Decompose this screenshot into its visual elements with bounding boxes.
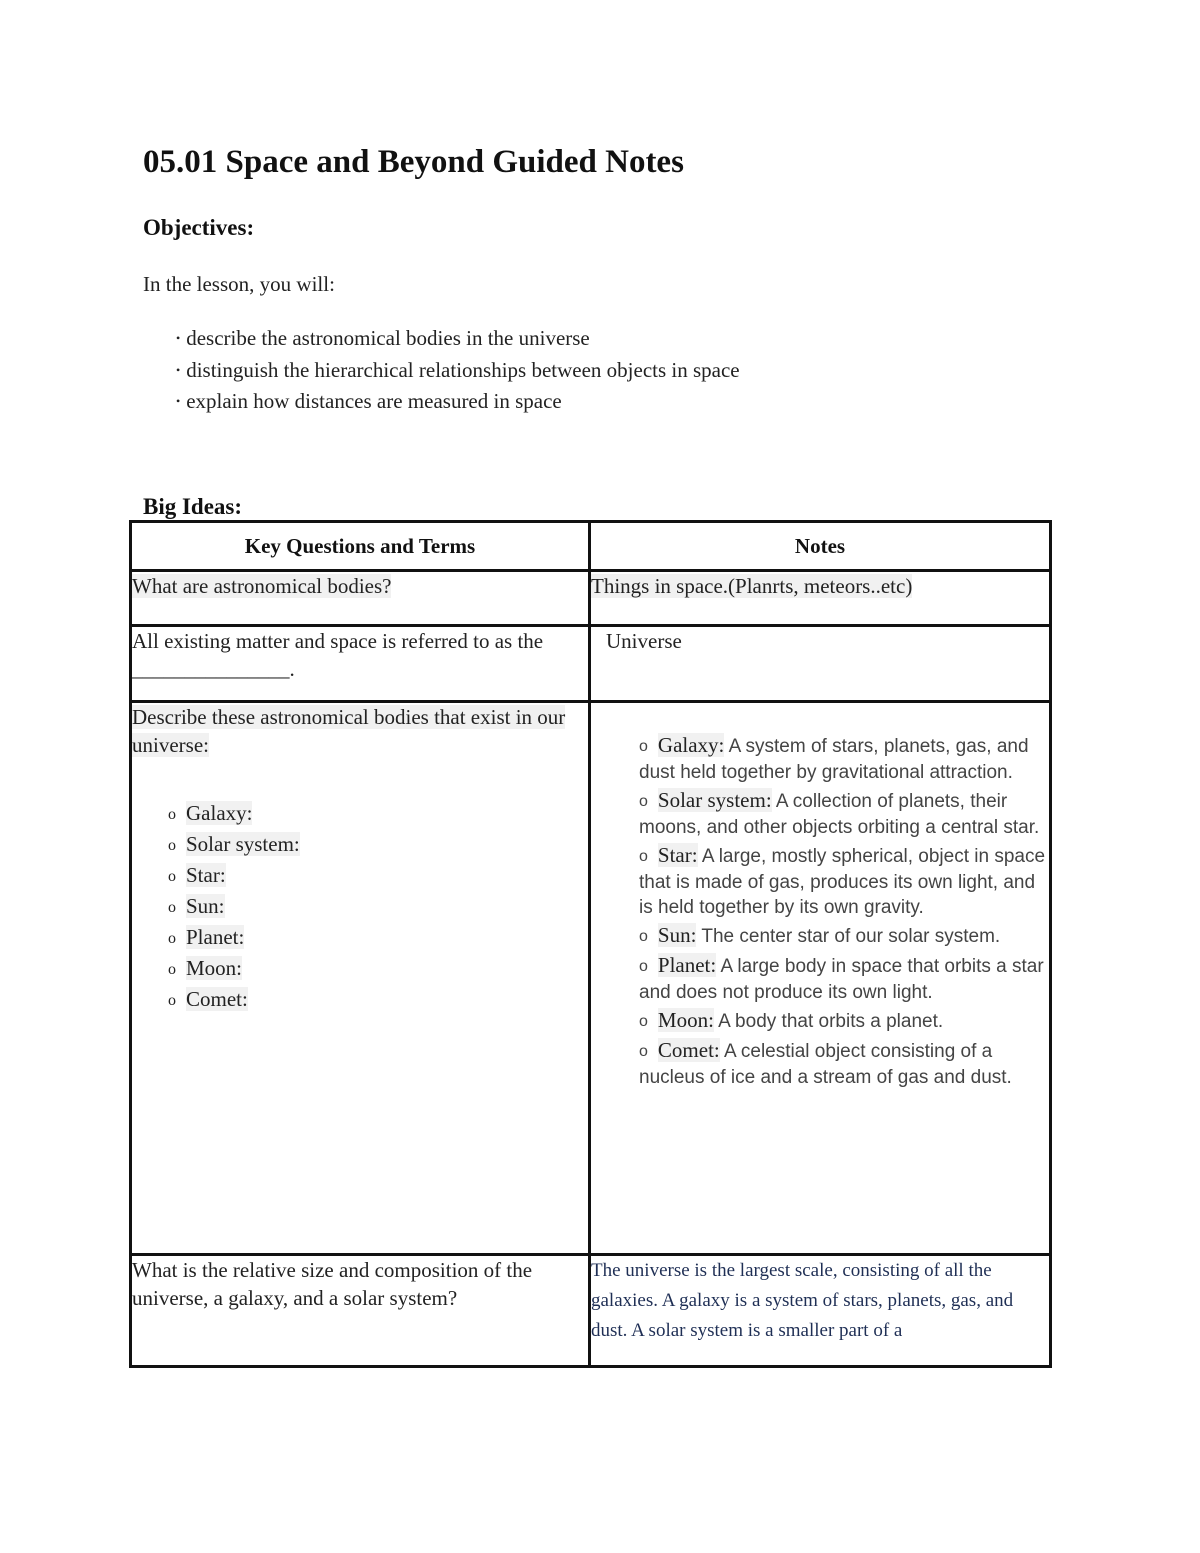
list-item: o Sun: The center star of our solar system. <box>639 923 1049 950</box>
table-row <box>131 571 1051 626</box>
list-item: o Moon: A body that orbits a planet. <box>639 1008 1049 1035</box>
question-cell <box>131 626 590 702</box>
lesson-intro: In the lesson, you will: <box>143 272 335 296</box>
definitions-list <box>639 733 1049 1090</box>
list-item: o Comet: A celestial object consisting of a nucleus of ice and a stream of gas and dust. <box>639 1038 1049 1090</box>
list-item: o Galaxy: A system of stars, planets, gas, and dust held together by gravitational attraction. <box>639 733 1049 785</box>
objectives-heading: Objectives: <box>143 215 255 240</box>
objective-item: • distinguish the hierarchical relationships between objects in space <box>176 356 740 388</box>
column-header-notes: Notes <box>590 522 1051 571</box>
list-item: o Sun: <box>168 892 588 923</box>
table-row <box>131 626 1051 702</box>
body-terms-list <box>168 799 588 1016</box>
question-cell <box>131 571 590 626</box>
list-item: o Solar system: <box>168 830 588 861</box>
note-text: Things in space.(Planrts, meteors..etc) <box>591 574 913 598</box>
table-row <box>131 1255 1051 1367</box>
list-item: o Moon: <box>168 954 588 985</box>
list-item: o Planet: A large body in space that orbits a star and does not produce its own light. <box>639 953 1049 1005</box>
question-text: Describe these astronomical bodies that exist in our universe: <box>132 705 566 757</box>
question-text: What is the relative size and composition of the universe, a galaxy, and a solar system? <box>132 1258 533 1310</box>
objective-item: • describe the astronomical bodies in the universe <box>176 324 740 356</box>
question-text: What are astronomical bodies? <box>132 574 392 598</box>
note-text: The universe is the largest scale, consisting of all the galaxies. A galaxy is a system of stars, planets, gas, and dust. A solar system is a smaller part of a <box>591 1260 1014 1341</box>
objective-item: • explain how distances are measured in space <box>176 387 740 419</box>
table-row <box>131 702 1051 1255</box>
column-header-questions: Key Questions and Terms <box>131 522 590 571</box>
question-cell <box>131 1255 590 1367</box>
page-title: 05.01 Space and Beyond Guided Notes <box>143 144 684 180</box>
big-ideas-heading: Big Ideas: <box>143 494 243 519</box>
note-cell <box>590 571 1051 626</box>
list-item: o Solar system: A collection of planets, their moons, and other objects orbiting a central star. <box>639 788 1049 840</box>
table-header-row <box>131 522 1051 571</box>
note-cell <box>590 626 1051 702</box>
question-text: All existing matter and space is referred to as the _______________. <box>132 629 544 681</box>
notes-table <box>129 520 1052 1368</box>
note-cell <box>590 1255 1051 1367</box>
list-item: o Galaxy: <box>168 799 588 830</box>
list-item: o Planet: <box>168 923 588 954</box>
note-cell <box>590 702 1051 1255</box>
list-item: o Star: <box>168 861 588 892</box>
list-item: o Star: A large, mostly spherical, object in space that is made of gas, produces its own light, and is held together by its own gravity. <box>639 843 1049 920</box>
objectives-list <box>176 324 740 419</box>
note-text: Universe <box>606 629 682 653</box>
list-item: o Comet: <box>168 985 588 1016</box>
question-cell <box>131 702 590 1255</box>
